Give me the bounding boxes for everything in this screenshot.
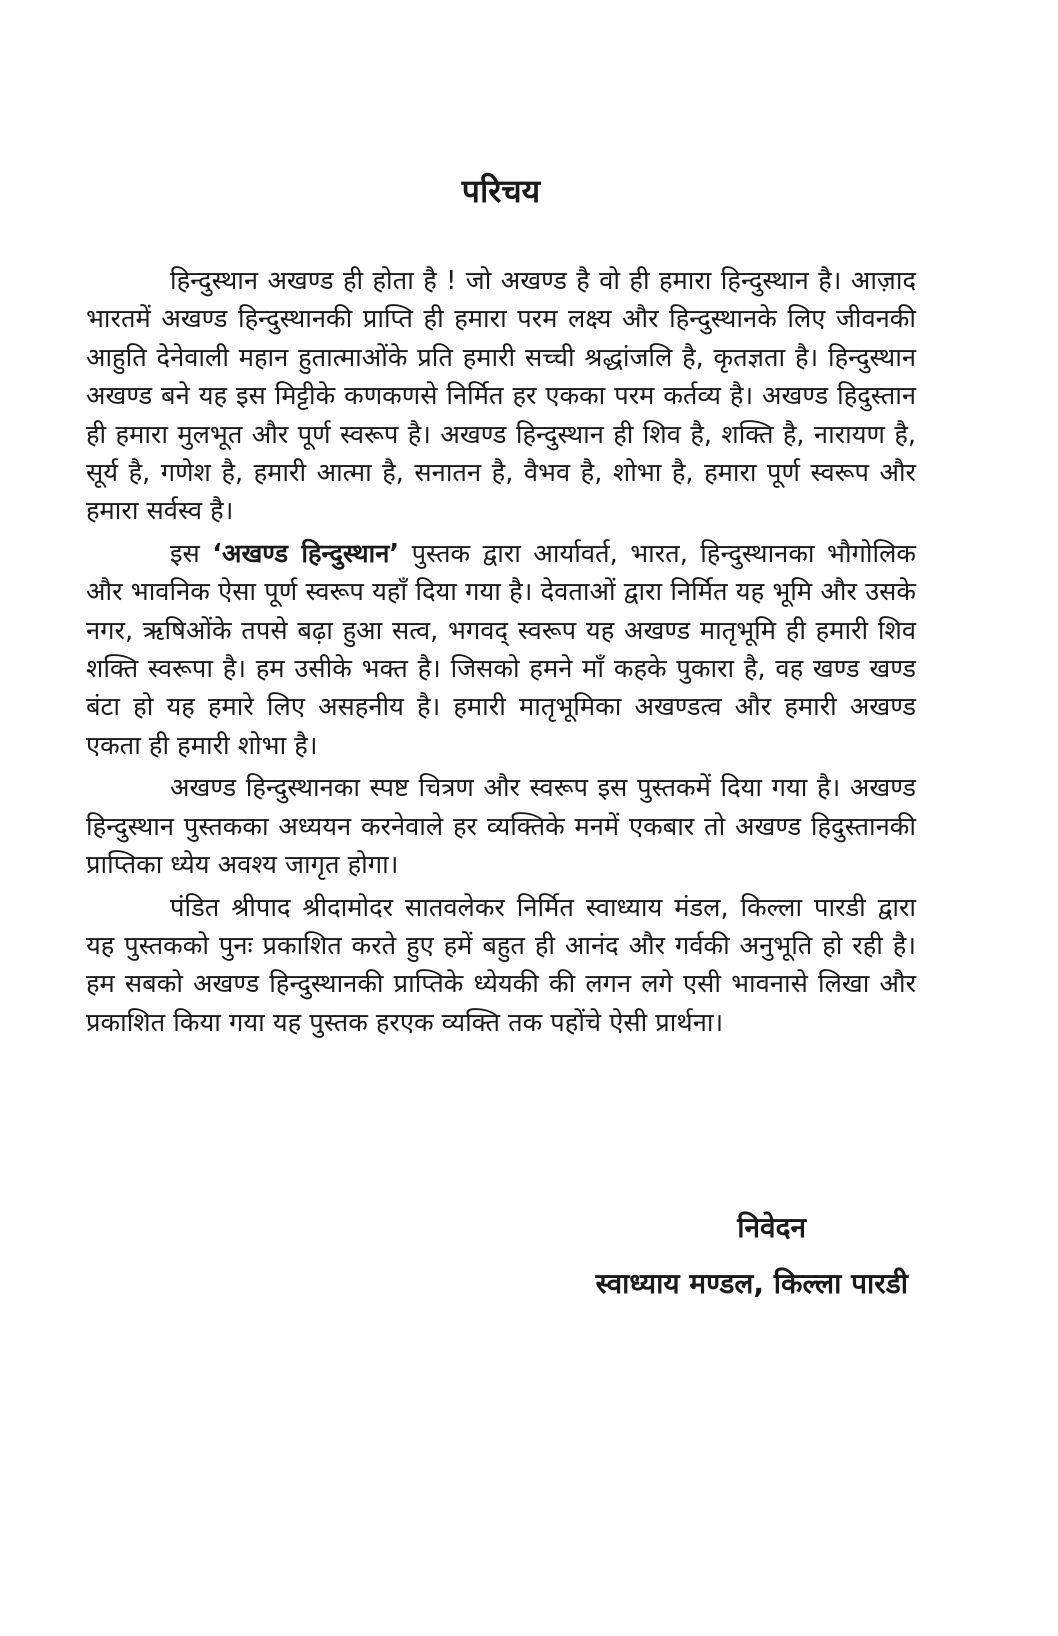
paragraph-2 xyxy=(86,535,916,765)
paragraph-4: पंडित श्रीपाद श्रीदामोदर सातवलेकर निर्मित स्वाध्याय मंडल, किल्ला पारडी द्वारा यह पुस्तकको पुनः प्रकाशित करते हुए हमें बहुत ही आनंद और गर्वकी अनुभूति हो रही है। हम सबको अखण्ड हिन्दुस्थानकी प्राप्तिके ध्येयकी की लगन लगे एसी भावनासे लिखा और प्रकाशित किया गया यह पुस्तक हरएक व्यक्ति तक पहोंचे ऐसी प्रार्थना। xyxy=(86,892,916,1038)
book-title-emphasis: ‘अखण्ड हिन्दुस्थान’ xyxy=(212,538,400,569)
body-text xyxy=(86,262,916,1046)
paragraph-2-rest: पुस्तक द्वारा आर्यावर्त, भारत, हिन्दुस्थानका भौगोलिक और भावनिक ऐसा पूर्ण स्वरूप यहाँ दिया गया है। देवताओं द्वारा निर्मित यह भूमि और उसके नगर, ऋषिओंके तपसे बढ़ा हुआ सत्व, भगवद् स्वरूप यह अखण्ड मातृभूमि ही हमारी शिव शक्ति स्वरूपा है। हम उसीके भक्त है। जिसको हमने माँ कहके पुकारा है, वह खण्ड खण्ड बंटा हो यह हमारे लिए असहनीय है। हमारी मातृभूमिका अखण्डत्व और हमारी अखण्ड एकता ही हमारी शोभा है। xyxy=(86,538,916,761)
document-page xyxy=(86,0,916,1636)
signature-label: निवेदन xyxy=(737,1211,806,1244)
paragraph-2-lead: इस xyxy=(170,538,213,569)
page-title: परिचय xyxy=(461,172,541,210)
signature-organization: स्वाध्याय मण्डल, किल्ला पारडी xyxy=(595,1267,908,1300)
paragraph-3: अखण्ड हिन्दुस्थानका स्पष्ट चित्रण और स्वरूप इस पुस्तकमें दिया गया है। अखण्ड हिन्दुस्थान पुस्तकका अध्ययन करनेवाले हर व्यक्तिके मनमें एकबार तो अखण्ड हिदुस्तानकी प्राप्तिका ध्येय अवश्य जागृत होगा। xyxy=(86,773,916,881)
paragraph-1: हिन्दुस्थान अखण्ड ही होता है ! जो अखण्ड है वो ही हमारा हिन्दुस्थान है। आज़ाद भारतमें अखण्ड हिन्दुस्थानकी प्राप्ति ही हमारा परम लक्ष्य और हिन्दुस्थानके लिए जीवनकी आहुति देनेवाली महान हुतात्माओंके प्रति हमारी सच्ची श्रद्धांजलि है, कृतज्ञता है। हिन्दुस्थान अखण्ड बने यह इस मिट्टीके कणकणसे निर्मित हर एकका परम कर्तव्य है। अखण्ड हिदुस्तान ही हमारा मुलभूत और पूर्ण स्वरूप है। अखण्ड हिन्दुस्थान ही शिव है, शक्ति है, नारायण है, सूर्य है, गणेश है, हमारी आत्मा है, सनातन है, वैभव है, शोभा है, हमारा पूर्ण स्वरूप और हमारा सर्वस्व है। xyxy=(86,266,916,527)
